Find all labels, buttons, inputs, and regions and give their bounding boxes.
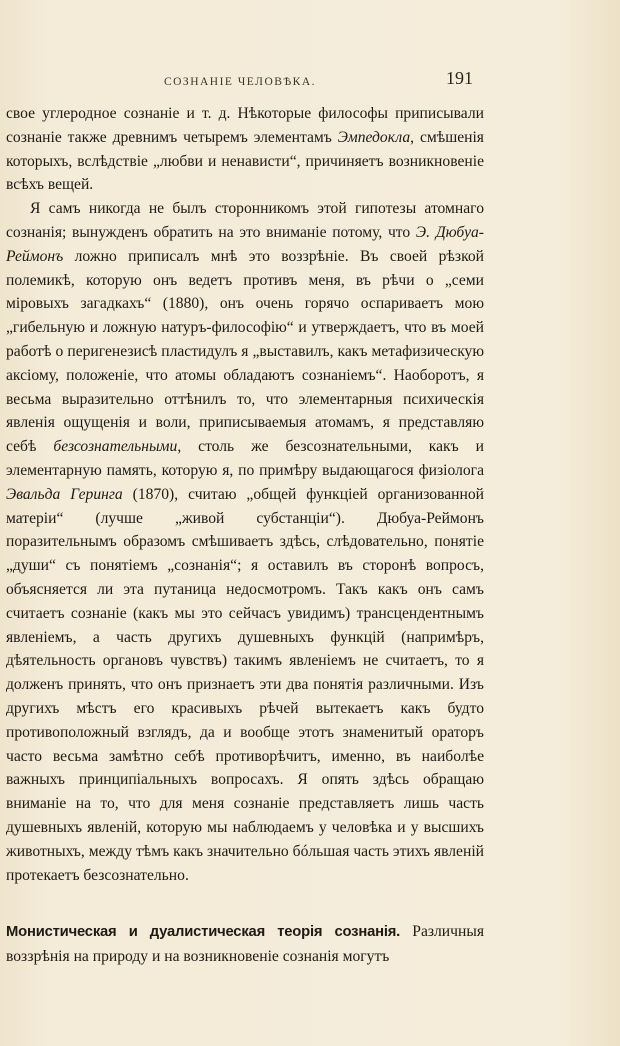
running-head: СОЗНАНІЕ ЧЕЛОВѢКА. (163, 76, 317, 88)
section-lead-heading: Монистическая и дуалистическая теорія сознанія. (6, 924, 401, 941)
text-run: (1870), считаю „общей функціей организованной матеріи“ (лучше „живой субстанціи“). Дюбуа-Реймонъ поразительнымъ образомъ смѣшиваетъ здѣсь, слѣдовательно, понятіе „души“ съ понятіемъ „сознанія“; я оставилъ въ сторонѣ вопросъ, объясняется ли эта путаница недосмотромъ. Такъ какъ онъ самъ считаетъ сознаніе (какъ мы это сейчасъ увидимъ) трансцендентнымъ явленіемъ, а часть другихъ душевныхъ функцій (напримѣръ, дѣятельность органовъ чувствъ) такимъ явленіемъ не считаетъ, то я долженъ принять, что онъ признаетъ эти два понятія различными. Изъ другихъ мѣстъ его красивыхъ рѣчей вытекаетъ какъ будто противоположный взглядъ, да и вообще этотъ знаменитый ораторъ часто весьма замѣтно себѣ противорѣчитъ, именно, въ наиболѣе важныхъ принципіальныхъ вопросахъ. Я опять здѣсь обращаю вниманіе на то, что для меня сознаніе представляетъ лишь часть душевныхъ явленій, которую мы наблюдаемъ у человѣка и у высшихъ животныхъ, между тѣмъ какъ значительно бóльшая часть этихъ явленій протекаетъ безсознательно. (6, 485, 484, 884)
italic-name-ewald-hering: Эвальда Геринга (6, 485, 123, 503)
text-run: , смѣшенія которыхъ, вслѣдствіе „любви и ненависти“, причиняетъ возникновеніе всѣхъ вещей. (6, 128, 484, 194)
italic-name-empedocles: Эмпедокла (337, 128, 411, 146)
body-text (6, 102, 484, 969)
paragraph-3 (6, 920, 484, 969)
page-header (0, 68, 620, 94)
text-run: ложно приписалъ мнѣ это воззрѣніе. Въ своей рѣзкой полемикѣ, которую онъ ведетъ противъ меня, въ рѣчи о „семи міровыхъ загадкахъ“ (1880), онъ очень горячо оспариваетъ мою „гибельную и ложную натуръ-философію“ и утверждаетъ, что въ моей работѣ о перигенезисѣ пластидулъ я „выставилъ, какъ метафизическую аксіому, положеніе, что атомы обладаютъ сознаніемъ“. Наоборотъ, я весьма выразительно оттѣнилъ то, что элементарныя психическія явленія ощущенія и воли, приписываемыя атомамъ, я представляю себѣ (6, 247, 484, 456)
text-run: свое углеродное сознаніе и т. д. Нѣкоторые философы приписывали сознаніе также древнимъ четыремъ элементамъ (6, 105, 484, 146)
italic-name-du-bois-reymond: Э. Дюбуа-Реймонъ (6, 223, 484, 265)
page-number: 191 (446, 68, 473, 88)
text-run: Я самъ никогда не былъ сторонникомъ этой гипотезы атомнаго сознанія; вынужденъ обратить на это вниманіе потому, что (6, 200, 484, 241)
italic-term-unconscious: безсознательными (53, 438, 178, 456)
paragraph-2 (6, 197, 484, 887)
text-run: , столь же безсознательными, какъ и элементарную память, которую я, по примѣру выдающагося физіолога (6, 438, 484, 479)
text-run: Различныя воззрѣнія на природу и на возникновеніе сознанія могутъ (6, 923, 484, 966)
paragraph-1 (6, 102, 484, 197)
